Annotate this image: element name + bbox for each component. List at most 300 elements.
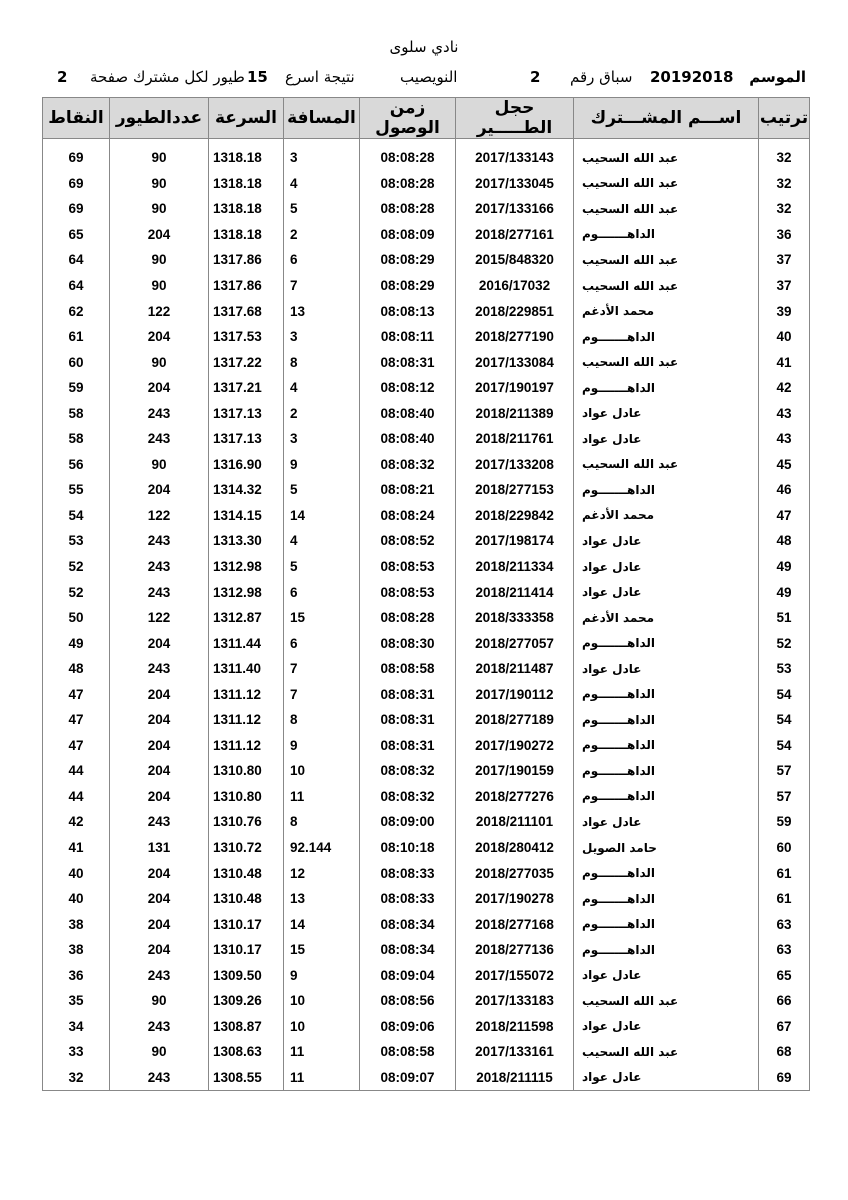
club-title: نادي سلوى [389, 38, 459, 56]
cell-speed: 1308.63 [209, 1039, 284, 1065]
cell-rank: 49 [759, 554, 810, 580]
cell-member-name: الداهـــــــوم [574, 477, 759, 503]
cell-member-name: عبد الله السحيب [574, 349, 759, 375]
cell-member-name: الداهـــــــوم [574, 681, 759, 707]
cell-arrival-time: 08:08:32 [360, 758, 456, 784]
cell-ring-number: 2018/211101 [456, 809, 574, 835]
cell-ring-number: 2018/211487 [456, 656, 574, 682]
cell-distance: 4 [284, 171, 360, 197]
cell-bird-count: 90 [110, 247, 209, 273]
cell-ring-number: 2017/133208 [456, 452, 574, 478]
cell-rank: 52 [759, 630, 810, 656]
cell-arrival-time: 08:08:28 [360, 145, 456, 171]
cell-speed: 1317.68 [209, 298, 284, 324]
cell-distance: 4 [284, 528, 360, 554]
cell-speed: 1310.48 [209, 886, 284, 912]
cell-rank: 53 [759, 656, 810, 682]
cell-points: 34 [43, 1014, 110, 1040]
cell-speed: 1317.86 [209, 247, 284, 273]
cell-bird-count: 243 [110, 579, 209, 605]
cell-arrival-time: 08:08:13 [360, 298, 456, 324]
cell-rank: 43 [759, 426, 810, 452]
cell-bird-count: 204 [110, 477, 209, 503]
cell-member-name: عادل عواد [574, 809, 759, 835]
cell-member-name: الداهـــــــوم [574, 937, 759, 963]
cell-bird-count: 122 [110, 298, 209, 324]
table-row [43, 707, 810, 733]
cell-bird-count: 243 [110, 554, 209, 580]
table-row [43, 758, 810, 784]
cell-speed: 1313.30 [209, 528, 284, 554]
cell-speed: 1310.17 [209, 911, 284, 937]
table-row [43, 247, 810, 273]
cell-bird-count: 90 [110, 196, 209, 222]
column-header-speed: السرعة [209, 98, 284, 139]
cell-bird-count: 90 [110, 171, 209, 197]
column-header-rank: ترتيب [759, 98, 810, 139]
cell-bird-count: 243 [110, 528, 209, 554]
cell-member-name: حامد الصويل [574, 835, 759, 861]
cell-rank: 32 [759, 196, 810, 222]
cell-bird-count: 204 [110, 707, 209, 733]
cell-speed: 1317.53 [209, 324, 284, 350]
cell-ring-number: 2018/229842 [456, 503, 574, 529]
race-label: سباق رقم [570, 68, 633, 86]
cell-speed: 1312.98 [209, 554, 284, 580]
table-row [43, 605, 810, 631]
cell-ring-number: 2018/277276 [456, 784, 574, 810]
cell-bird-count: 204 [110, 630, 209, 656]
cell-member-name: عادل عواد [574, 426, 759, 452]
cell-ring-number: 2017/133161 [456, 1039, 574, 1065]
cell-distance: 9 [284, 963, 360, 989]
cell-ring-number: 2016/17032 [456, 273, 574, 299]
cell-arrival-time: 08:10:18 [360, 835, 456, 861]
cell-arrival-time: 08:08:28 [360, 171, 456, 197]
cell-rank: 63 [759, 911, 810, 937]
cell-distance: 6 [284, 579, 360, 605]
column-header-member-name: اســـم المشـــترك [574, 98, 759, 139]
cell-ring-number: 2017/133045 [456, 171, 574, 197]
table-header-row [43, 98, 810, 139]
cell-distance: 11 [284, 1065, 360, 1091]
cell-points: 52 [43, 554, 110, 580]
cell-ring-number: 2018/277035 [456, 860, 574, 886]
cell-points: 44 [43, 784, 110, 810]
cell-rank: 47 [759, 503, 810, 529]
cell-speed: 1311.12 [209, 681, 284, 707]
table-row [43, 579, 810, 605]
table-row [43, 349, 810, 375]
cell-ring-number: 2018/277153 [456, 477, 574, 503]
table-row [43, 554, 810, 580]
cell-member-name: الداهـــــــوم [574, 733, 759, 759]
cell-ring-number: 2017/133084 [456, 349, 574, 375]
cell-ring-number: 2018/277190 [456, 324, 574, 350]
cell-points: 61 [43, 324, 110, 350]
table-row [43, 273, 810, 299]
cell-distance: 7 [284, 681, 360, 707]
cell-speed: 1318.18 [209, 196, 284, 222]
cell-speed: 1310.76 [209, 809, 284, 835]
table-row [43, 963, 810, 989]
cell-bird-count: 243 [110, 1065, 209, 1091]
cell-rank: 67 [759, 1014, 810, 1040]
cell-speed: 1308.55 [209, 1065, 284, 1091]
cell-points: 32 [43, 1065, 110, 1091]
cell-distance: 14 [284, 503, 360, 529]
cell-rank: 48 [759, 528, 810, 554]
cell-rank: 39 [759, 298, 810, 324]
cell-points: 44 [43, 758, 110, 784]
cell-speed: 1317.86 [209, 273, 284, 299]
cell-rank: 68 [759, 1039, 810, 1065]
cell-ring-number: 2018/333358 [456, 605, 574, 631]
cell-bird-count: 204 [110, 324, 209, 350]
cell-points: 69 [43, 171, 110, 197]
cell-bird-count: 243 [110, 809, 209, 835]
cell-member-name: الداهـــــــوم [574, 630, 759, 656]
cell-arrival-time: 08:08:53 [360, 554, 456, 580]
table-row [43, 503, 810, 529]
cell-bird-count: 243 [110, 656, 209, 682]
cell-bird-count: 90 [110, 988, 209, 1014]
cell-rank: 43 [759, 400, 810, 426]
cell-speed: 1317.21 [209, 375, 284, 401]
cell-arrival-time: 08:08:34 [360, 937, 456, 963]
table-row [43, 528, 810, 554]
cell-points: 40 [43, 886, 110, 912]
cell-member-name: الداهـــــــوم [574, 860, 759, 886]
table-row [43, 681, 810, 707]
cell-arrival-time: 08:08:11 [360, 324, 456, 350]
cell-distance: 13 [284, 298, 360, 324]
cell-points: 38 [43, 937, 110, 963]
cell-arrival-time: 08:08:28 [360, 196, 456, 222]
cell-bird-count: 204 [110, 911, 209, 937]
cell-member-name: عادل عواد [574, 400, 759, 426]
cell-rank: 46 [759, 477, 810, 503]
cell-rank: 40 [759, 324, 810, 350]
cell-bird-count: 131 [110, 835, 209, 861]
cell-speed: 1309.50 [209, 963, 284, 989]
table-row [43, 809, 810, 835]
cell-rank: 32 [759, 145, 810, 171]
cell-bird-count: 90 [110, 145, 209, 171]
cell-points: 58 [43, 400, 110, 426]
season-value: 20192018 [650, 68, 734, 86]
cell-points: 64 [43, 273, 110, 299]
table-row [43, 1039, 810, 1065]
cell-rank: 66 [759, 988, 810, 1014]
cell-bird-count: 204 [110, 886, 209, 912]
cell-ring-number: 2017/133183 [456, 988, 574, 1014]
cell-rank: 51 [759, 605, 810, 631]
cell-rank: 41 [759, 349, 810, 375]
cell-arrival-time: 08:08:33 [360, 886, 456, 912]
cell-ring-number: 2017/133166 [456, 196, 574, 222]
cell-speed: 1314.32 [209, 477, 284, 503]
cell-distance: 12 [284, 860, 360, 886]
cell-bird-count: 90 [110, 452, 209, 478]
cell-ring-number: 2018/277168 [456, 911, 574, 937]
cell-arrival-time: 08:08:40 [360, 426, 456, 452]
column-header-distance: المسافة [284, 98, 360, 139]
cell-arrival-time: 08:08:29 [360, 247, 456, 273]
cell-bird-count: 243 [110, 400, 209, 426]
cell-points: 69 [43, 145, 110, 171]
cell-points: 64 [43, 247, 110, 273]
table-row [43, 784, 810, 810]
table-row [43, 835, 810, 861]
cell-ring-number: 2018/277161 [456, 222, 574, 248]
column-header-ring-number: حجل الطـــــير [456, 98, 574, 139]
cell-points: 62 [43, 298, 110, 324]
cell-arrival-time: 08:09:06 [360, 1014, 456, 1040]
cell-ring-number: 2018/211598 [456, 1014, 574, 1040]
cell-arrival-time: 08:08:58 [360, 1039, 456, 1065]
cell-distance: 15 [284, 605, 360, 631]
cell-distance: 4 [284, 375, 360, 401]
cell-distance: 5 [284, 554, 360, 580]
cell-points: 38 [43, 911, 110, 937]
cell-rank: 45 [759, 452, 810, 478]
cell-member-name: عادل عواد [574, 528, 759, 554]
cell-bird-count: 243 [110, 426, 209, 452]
cell-bird-count: 90 [110, 349, 209, 375]
cell-ring-number: 2018/277136 [456, 937, 574, 963]
cell-speed: 1311.44 [209, 630, 284, 656]
cell-rank: 37 [759, 247, 810, 273]
cell-distance: 6 [284, 630, 360, 656]
cell-arrival-time: 08:08:58 [360, 656, 456, 682]
cell-ring-number: 2017/155072 [456, 963, 574, 989]
results-table [42, 97, 810, 1091]
cell-member-name: عادل عواد [574, 1014, 759, 1040]
column-header-arrival-time: زمن الوصول [360, 98, 456, 139]
cell-arrival-time: 08:09:00 [360, 809, 456, 835]
cell-member-name: عبد الله السحيب [574, 171, 759, 197]
cell-distance: 11 [284, 1039, 360, 1065]
cell-points: 47 [43, 707, 110, 733]
cell-speed: 1317.13 [209, 426, 284, 452]
cell-distance: 15 [284, 937, 360, 963]
cell-member-name: عبد الله السحيب [574, 988, 759, 1014]
cell-distance: 10 [284, 1014, 360, 1040]
cell-member-name: الداهـــــــوم [574, 886, 759, 912]
cell-arrival-time: 08:08:24 [360, 503, 456, 529]
result-label: نتيجة اسرع [285, 68, 355, 86]
cell-ring-number: 2017/198174 [456, 528, 574, 554]
cell-speed: 1318.18 [209, 145, 284, 171]
cell-distance: 7 [284, 656, 360, 682]
location: النويصيب [400, 68, 458, 86]
cell-rank: 61 [759, 860, 810, 886]
cell-arrival-time: 08:08:34 [360, 911, 456, 937]
cell-ring-number: 2018/280412 [456, 835, 574, 861]
cell-points: 54 [43, 503, 110, 529]
cell-ring-number: 2018/277057 [456, 630, 574, 656]
cell-member-name: الداهـــــــوم [574, 324, 759, 350]
cell-member-name: محمد الأدغم [574, 503, 759, 529]
table-row [43, 911, 810, 937]
per-member-label: طيور لكل مشترك [133, 68, 245, 86]
cell-ring-number: 2018/211389 [456, 400, 574, 426]
cell-distance: 8 [284, 707, 360, 733]
cell-bird-count: 204 [110, 937, 209, 963]
cell-speed: 1317.13 [209, 400, 284, 426]
table-row [43, 860, 810, 886]
cell-arrival-time: 08:09:04 [360, 963, 456, 989]
cell-rank: 59 [759, 809, 810, 835]
cell-bird-count: 204 [110, 784, 209, 810]
cell-member-name: الداهـــــــوم [574, 758, 759, 784]
table-row [43, 1065, 810, 1091]
cell-member-name: عبد الله السحيب [574, 145, 759, 171]
cell-points: 40 [43, 860, 110, 886]
cell-speed: 1310.80 [209, 758, 284, 784]
table-row [43, 171, 810, 197]
cell-ring-number: 2018/229851 [456, 298, 574, 324]
cell-bird-count: 122 [110, 503, 209, 529]
cell-points: 50 [43, 605, 110, 631]
cell-rank: 36 [759, 222, 810, 248]
table-row [43, 375, 810, 401]
cell-rank: 32 [759, 171, 810, 197]
table-row [43, 1014, 810, 1040]
cell-bird-count: 204 [110, 222, 209, 248]
cell-rank: 61 [759, 886, 810, 912]
cell-bird-count: 204 [110, 860, 209, 886]
cell-distance: 5 [284, 196, 360, 222]
cell-bird-count: 243 [110, 1014, 209, 1040]
cell-speed: 1308.87 [209, 1014, 284, 1040]
cell-rank: 63 [759, 937, 810, 963]
cell-member-name: عبد الله السحيب [574, 273, 759, 299]
table-row [43, 298, 810, 324]
cell-arrival-time: 08:08:40 [360, 400, 456, 426]
cell-member-name: عبد الله السحيب [574, 1039, 759, 1065]
cell-member-name: عادل عواد [574, 656, 759, 682]
cell-arrival-time: 08:08:31 [360, 707, 456, 733]
cell-points: 53 [43, 528, 110, 554]
cell-distance: 7 [284, 273, 360, 299]
cell-member-name: عبد الله السحيب [574, 196, 759, 222]
cell-arrival-time: 08:08:12 [360, 375, 456, 401]
cell-member-name: عادل عواد [574, 963, 759, 989]
cell-speed: 1312.98 [209, 579, 284, 605]
cell-distance: 13 [284, 886, 360, 912]
cell-speed: 1318.18 [209, 222, 284, 248]
cell-rank: 57 [759, 784, 810, 810]
table-row [43, 733, 810, 759]
table-row [43, 886, 810, 912]
cell-ring-number: 2017/190278 [456, 886, 574, 912]
cell-arrival-time: 08:08:56 [360, 988, 456, 1014]
table-row [43, 196, 810, 222]
cell-points: 47 [43, 733, 110, 759]
cell-ring-number: 2017/190272 [456, 733, 574, 759]
cell-distance: 2 [284, 400, 360, 426]
cell-ring-number: 2017/190112 [456, 681, 574, 707]
cell-bird-count: 122 [110, 605, 209, 631]
cell-ring-number: 2018/211761 [456, 426, 574, 452]
cell-arrival-time: 08:08:21 [360, 477, 456, 503]
cell-arrival-time: 08:08:31 [360, 349, 456, 375]
race-number: 2 [530, 68, 541, 86]
cell-distance: 3 [284, 426, 360, 452]
cell-rank: 57 [759, 758, 810, 784]
table-row [43, 222, 810, 248]
cell-distance: 9 [284, 452, 360, 478]
cell-speed: 1311.12 [209, 707, 284, 733]
cell-member-name: الداهـــــــوم [574, 375, 759, 401]
season-label: الموسم [749, 68, 806, 86]
cell-distance: 10 [284, 988, 360, 1014]
cell-distance: 3 [284, 145, 360, 171]
cell-member-name: محمد الأدغم [574, 298, 759, 324]
cell-member-name: عبد الله السحيب [574, 247, 759, 273]
cell-member-name: الداهـــــــوم [574, 707, 759, 733]
table-row [43, 656, 810, 682]
table-row [43, 452, 810, 478]
table-row [43, 988, 810, 1014]
cell-bird-count: 90 [110, 1039, 209, 1065]
cell-points: 48 [43, 656, 110, 682]
cell-distance: 10 [284, 758, 360, 784]
cell-speed: 1314.15 [209, 503, 284, 529]
cell-member-name: عادل عواد [574, 1065, 759, 1091]
cell-points: 55 [43, 477, 110, 503]
cell-ring-number: 2018/277189 [456, 707, 574, 733]
cell-ring-number: 2017/190159 [456, 758, 574, 784]
cell-ring-number: 2018/211414 [456, 579, 574, 605]
cell-speed: 1310.48 [209, 860, 284, 886]
cell-distance: 8 [284, 349, 360, 375]
cell-points: 52 [43, 579, 110, 605]
cell-distance: 14 [284, 911, 360, 937]
cell-member-name: محمد الأدغم [574, 605, 759, 631]
cell-bird-count: 204 [110, 758, 209, 784]
cell-speed: 1310.72 [209, 835, 284, 861]
cell-member-name: الداهـــــــوم [574, 222, 759, 248]
cell-arrival-time: 08:08:09 [360, 222, 456, 248]
cell-bird-count: 243 [110, 963, 209, 989]
cell-member-name: عادل عواد [574, 554, 759, 580]
column-header-bird-count: عددالطيور [110, 98, 209, 139]
cell-points: 41 [43, 835, 110, 861]
cell-rank: 42 [759, 375, 810, 401]
cell-speed: 1311.40 [209, 656, 284, 682]
cell-ring-number: 2018/211115 [456, 1065, 574, 1091]
cell-points: 47 [43, 681, 110, 707]
cell-speed: 1310.17 [209, 937, 284, 963]
cell-rank: 69 [759, 1065, 810, 1091]
cell-rank: 49 [759, 579, 810, 605]
cell-rank: 60 [759, 835, 810, 861]
cell-arrival-time: 08:08:28 [360, 605, 456, 631]
cell-speed: 1309.26 [209, 988, 284, 1014]
cell-points: 59 [43, 375, 110, 401]
cell-bird-count: 204 [110, 375, 209, 401]
table-row [43, 426, 810, 452]
cell-speed: 1317.22 [209, 349, 284, 375]
cell-arrival-time: 08:08:33 [360, 860, 456, 886]
cell-points: 36 [43, 963, 110, 989]
cell-arrival-time: 08:08:32 [360, 452, 456, 478]
cell-arrival-time: 08:09:07 [360, 1065, 456, 1091]
cell-distance: 5 [284, 477, 360, 503]
